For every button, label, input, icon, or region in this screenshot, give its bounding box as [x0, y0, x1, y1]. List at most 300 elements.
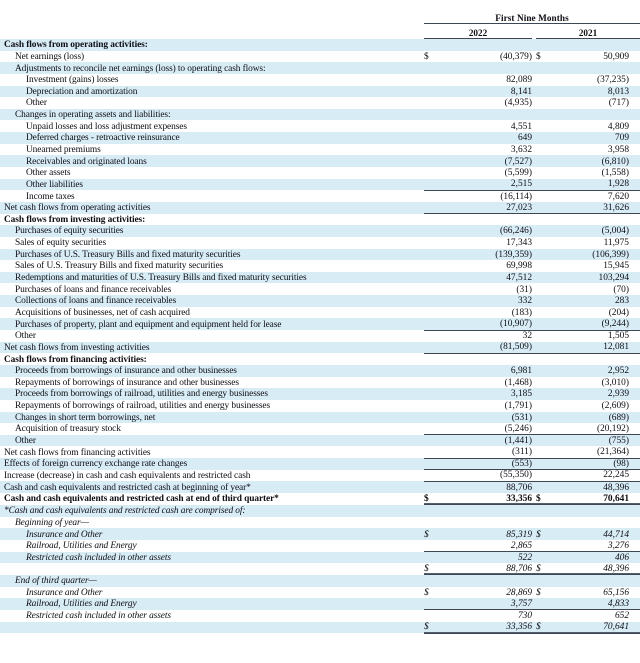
value-year-2: (20,192)	[556, 423, 640, 435]
table-row	[0, 470, 640, 482]
currency-symbol-1	[424, 318, 444, 330]
currency-symbol-2	[536, 225, 556, 237]
currency-symbol-2	[536, 505, 556, 517]
currency-symbol-1	[424, 272, 444, 284]
currency-symbol-1	[424, 517, 444, 529]
currency-symbol-1	[424, 132, 444, 144]
value-year-2: 7,620	[556, 190, 640, 202]
table-row	[0, 132, 640, 144]
currency-symbol-2	[536, 144, 556, 156]
value-year-2: (1,558)	[556, 167, 640, 179]
currency-symbol-1	[424, 214, 444, 226]
row-label: Effects of foreign currency exchange rate changes	[0, 458, 424, 470]
value-year-2	[556, 517, 640, 529]
table-row	[0, 412, 640, 424]
value-year-1	[444, 39, 532, 51]
value-year-2: (106,399)	[556, 249, 640, 261]
currency-symbol-2	[536, 109, 556, 121]
header-spacer	[0, 9, 424, 24]
value-year-1: 88,706	[444, 563, 532, 575]
row-label: Other assets	[0, 167, 424, 179]
row-label: Purchases of U.S. Treasury Bills and fixed maturity securities	[0, 249, 424, 261]
currency-symbol-2	[536, 412, 556, 424]
value-year-1: (1,468)	[444, 377, 532, 389]
value-year-1: 33,356	[444, 493, 532, 505]
table-row	[0, 517, 640, 529]
currency-symbol-1	[424, 435, 444, 447]
value-year-1: 649	[444, 132, 532, 144]
value-year-2: 8,013	[556, 86, 640, 98]
value-year-2: 1,928	[556, 179, 640, 191]
value-year-2: 48,396	[556, 563, 640, 575]
row-label: Restricted cash included in other assets	[0, 610, 424, 622]
value-year-1: 4,551	[444, 120, 532, 132]
table-row	[0, 330, 640, 342]
currency-symbol-1: $	[424, 493, 444, 505]
currency-symbol-2	[536, 283, 556, 295]
row-label: Proceeds from borrowings of insurance and other businesses	[0, 365, 424, 377]
value-year-2: 15,945	[556, 260, 640, 272]
currency-symbol-2	[536, 249, 556, 261]
row-label: Cash flows from operating activities:	[0, 39, 424, 51]
value-year-1	[444, 62, 532, 74]
table-row	[0, 120, 640, 132]
currency-symbol-2	[536, 353, 556, 365]
table-row	[0, 318, 640, 330]
currency-symbol-2	[536, 86, 556, 98]
value-year-2: 283	[556, 295, 640, 307]
table-row	[0, 493, 640, 505]
row-label: Acquisition of treasury stock	[0, 423, 424, 435]
currency-symbol-1	[424, 307, 444, 319]
value-year-2: (5,004)	[556, 225, 640, 237]
table-row	[0, 446, 640, 458]
value-year-2: (37,235)	[556, 74, 640, 86]
value-year-1: 3,757	[444, 598, 532, 610]
currency-symbol-1	[424, 179, 444, 191]
value-year-2: (755)	[556, 435, 640, 447]
currency-symbol-1	[424, 202, 444, 214]
currency-symbol-2: $	[536, 563, 556, 575]
value-year-1	[444, 517, 532, 529]
row-label: Railroad, Utilities and Energy	[0, 598, 424, 610]
currency-symbol-1	[424, 167, 444, 179]
table-row	[0, 39, 640, 51]
row-label: Changes in operating assets and liabilities:	[0, 109, 424, 121]
value-year-2: 4,809	[556, 120, 640, 132]
table-row	[0, 377, 640, 389]
value-year-2: 11,975	[556, 237, 640, 249]
value-year-1: 522	[444, 552, 532, 564]
value-year-1	[444, 575, 532, 587]
row-label: Receivables and originated loans	[0, 155, 424, 167]
table-row	[0, 97, 640, 109]
row-label: Increase (decrease) in cash and cash equivalents and restricted cash	[0, 470, 424, 482]
table-row	[0, 307, 640, 319]
currency-symbol-2	[536, 202, 556, 214]
value-year-1: (55,350)	[444, 470, 532, 482]
table-row	[0, 167, 640, 179]
currency-symbol-1	[424, 505, 444, 517]
value-year-1: (1,791)	[444, 400, 532, 412]
currency-symbol-1	[424, 74, 444, 86]
cash-flow-table	[0, 39, 640, 505]
currency-symbol-2	[536, 435, 556, 447]
table-row	[0, 505, 640, 517]
value-year-1: (10,907)	[444, 318, 532, 330]
table-row	[0, 283, 640, 295]
row-label: Cash and cash equivalents and restricted cash at end of third quarter*	[0, 493, 424, 505]
row-label: Redemptions and maturities of U.S. Treasury Bills and fixed maturity securities	[0, 272, 424, 284]
column-header-year-2: 2021	[536, 24, 640, 39]
value-year-1: 3,185	[444, 388, 532, 400]
table-row	[0, 353, 640, 365]
value-year-2: (2,609)	[556, 400, 640, 412]
currency-symbol-2	[536, 610, 556, 622]
value-year-1: (5,599)	[444, 167, 532, 179]
header-year-row	[0, 24, 640, 39]
currency-symbol-1	[424, 446, 444, 458]
currency-symbol-1	[424, 283, 444, 295]
table-row	[0, 109, 640, 121]
value-year-1: 47,512	[444, 272, 532, 284]
header-spacer-2	[0, 24, 424, 39]
value-year-1: 2,515	[444, 179, 532, 191]
footnote-table	[0, 505, 640, 634]
table-row	[0, 237, 640, 249]
value-year-1: 8,141	[444, 86, 532, 98]
currency-symbol-2	[536, 481, 556, 493]
currency-symbol-2	[536, 179, 556, 191]
page-top-margin	[0, 0, 640, 9]
value-year-2: (70)	[556, 283, 640, 295]
row-label: Railroad, Utilities and Energy	[0, 540, 424, 552]
currency-symbol-2	[536, 214, 556, 226]
value-year-1: (1,441)	[444, 435, 532, 447]
header-group-row	[0, 9, 640, 24]
value-year-2: 2,939	[556, 388, 640, 400]
currency-symbol-2	[536, 97, 556, 109]
row-label: Other	[0, 435, 424, 447]
value-year-1: (7,527)	[444, 155, 532, 167]
value-year-1	[444, 109, 532, 121]
value-year-2: (21,364)	[556, 446, 640, 458]
value-year-1: 32	[444, 330, 532, 342]
value-year-1: (183)	[444, 307, 532, 319]
currency-symbol-1	[424, 552, 444, 564]
currency-symbol-2	[536, 318, 556, 330]
currency-symbol-1	[424, 400, 444, 412]
value-year-1: (4,935)	[444, 97, 532, 109]
value-year-2: (717)	[556, 97, 640, 109]
currency-symbol-1	[424, 155, 444, 167]
currency-symbol-1	[424, 260, 444, 272]
currency-symbol-2	[536, 446, 556, 458]
currency-symbol-2	[536, 598, 556, 610]
currency-symbol-1	[424, 342, 444, 354]
currency-symbol-1	[424, 388, 444, 400]
currency-symbol-1	[424, 365, 444, 377]
value-year-1: (553)	[444, 458, 532, 470]
row-label: End of third quarter—	[0, 575, 424, 587]
value-year-1: 28,869	[444, 587, 532, 599]
row-label: Restricted cash included in other assets	[0, 552, 424, 564]
currency-symbol-1	[424, 120, 444, 132]
currency-symbol-2	[536, 260, 556, 272]
currency-symbol-2	[536, 377, 556, 389]
column-header-year-1: 2022	[424, 24, 532, 39]
value-year-2: (204)	[556, 307, 640, 319]
currency-symbol-1	[424, 377, 444, 389]
row-label: Net earnings (loss)	[0, 51, 424, 63]
value-year-1: 332	[444, 295, 532, 307]
row-label: Net cash flows from financing activities	[0, 446, 424, 458]
value-year-1	[444, 353, 532, 365]
currency-symbol-1: $	[424, 51, 444, 63]
row-label: Beginning of year—	[0, 517, 424, 529]
currency-symbol-2	[536, 342, 556, 354]
table-row	[0, 179, 640, 191]
row-label: Acquisitions of businesses, net of cash acquired	[0, 307, 424, 319]
row-label: Insurance and Other	[0, 528, 424, 540]
value-year-2: 652	[556, 610, 640, 622]
currency-symbol-2	[536, 307, 556, 319]
currency-symbol-2	[536, 272, 556, 284]
currency-symbol-1	[424, 97, 444, 109]
currency-symbol-2	[536, 388, 556, 400]
row-label: Insurance and Other	[0, 587, 424, 599]
currency-symbol-1: $	[424, 622, 444, 634]
currency-symbol-2	[536, 423, 556, 435]
currency-symbol-2: $	[536, 587, 556, 599]
currency-symbol-1	[424, 575, 444, 587]
table-row	[0, 610, 640, 622]
currency-symbol-1	[424, 412, 444, 424]
currency-symbol-2	[536, 330, 556, 342]
row-label: Proceeds from borrowings of railroad, utilities and energy businesses	[0, 388, 424, 400]
value-year-2: (9,244)	[556, 318, 640, 330]
currency-symbol-2	[536, 39, 556, 51]
value-year-2	[556, 575, 640, 587]
value-year-2	[556, 214, 640, 226]
value-year-2	[556, 39, 640, 51]
row-label: Purchases of equity securities	[0, 225, 424, 237]
currency-symbol-2	[536, 552, 556, 564]
row-label: Purchases of property, plant and equipment and equipment held for lease	[0, 318, 424, 330]
currency-symbol-2	[536, 575, 556, 587]
currency-symbol-1	[424, 423, 444, 435]
table-row	[0, 423, 640, 435]
value-year-2: 3,276	[556, 540, 640, 552]
value-year-2: 103,294	[556, 272, 640, 284]
value-year-1	[444, 214, 532, 226]
value-year-1: (81,509)	[444, 342, 532, 354]
value-year-2: (6,810)	[556, 155, 640, 167]
value-year-1: (16,114)	[444, 190, 532, 202]
row-label: Changes in short term borrowings, net	[0, 412, 424, 424]
row-label: Cash flows from financing activities:	[0, 353, 424, 365]
footnote-total-row	[0, 563, 640, 575]
value-year-2: 70,641	[556, 622, 640, 634]
row-label: Depreciation and amortization	[0, 86, 424, 98]
currency-symbol-1	[424, 39, 444, 51]
currency-symbol-1	[424, 62, 444, 74]
value-year-1: 17,343	[444, 237, 532, 249]
value-year-1: 6,981	[444, 365, 532, 377]
currency-symbol-1: $	[424, 587, 444, 599]
value-year-1	[444, 505, 532, 517]
value-year-2: 44,714	[556, 528, 640, 540]
value-year-2: 22,245	[556, 470, 640, 482]
currency-symbol-1: $	[424, 528, 444, 540]
value-year-1: 3,632	[444, 144, 532, 156]
currency-symbol-2	[536, 74, 556, 86]
row-label: Sales of equity securities	[0, 237, 424, 249]
footnote-total-row	[0, 622, 640, 634]
value-year-2	[556, 62, 640, 74]
currency-symbol-2: $	[536, 528, 556, 540]
row-label: Adjustments to reconcile net earnings (loss) to operating cash flows:	[0, 62, 424, 74]
currency-symbol-1	[424, 225, 444, 237]
currency-symbol-2	[536, 517, 556, 529]
value-year-1: 27,023	[444, 202, 532, 214]
currency-symbol-2	[536, 540, 556, 552]
currency-symbol-2	[536, 62, 556, 74]
currency-symbol-1	[424, 481, 444, 493]
currency-symbol-2: $	[536, 493, 556, 505]
table-row	[0, 528, 640, 540]
value-year-2: 70,641	[556, 493, 640, 505]
row-label: Repayments of borrowings of insurance and other businesses	[0, 377, 424, 389]
currency-symbol-1	[424, 109, 444, 121]
table-column-headers	[0, 9, 640, 39]
row-label: Other	[0, 330, 424, 342]
table-row	[0, 458, 640, 470]
value-year-1: (31)	[444, 283, 532, 295]
table-row	[0, 51, 640, 63]
currency-symbol-2	[536, 295, 556, 307]
currency-symbol-2	[536, 120, 556, 132]
row-label: Net cash flows from investing activities	[0, 342, 424, 354]
row-label	[0, 563, 424, 575]
table-row	[0, 481, 640, 493]
currency-symbol-2	[536, 470, 556, 482]
value-year-2: 48,396	[556, 481, 640, 493]
currency-symbol-1	[424, 610, 444, 622]
value-year-2: 406	[556, 552, 640, 564]
column-group-header: First Nine Months	[424, 9, 640, 24]
value-year-2: 12,081	[556, 342, 640, 354]
row-label: *Cash and cash equivalents and restricted cash are comprised of:	[0, 505, 424, 517]
value-year-2: 31,626	[556, 202, 640, 214]
table-row	[0, 295, 640, 307]
table-row	[0, 540, 640, 552]
currency-symbol-1	[424, 86, 444, 98]
value-year-2: (98)	[556, 458, 640, 470]
value-year-2	[556, 505, 640, 517]
value-year-1: (66,246)	[444, 225, 532, 237]
row-label: Sales of U.S. Treasury Bills and fixed maturity securities	[0, 260, 424, 272]
currency-symbol-2	[536, 167, 556, 179]
row-label: Income taxes	[0, 190, 424, 202]
currency-symbol-2	[536, 365, 556, 377]
value-year-2: 65,156	[556, 587, 640, 599]
currency-symbol-1	[424, 540, 444, 552]
table-row	[0, 260, 640, 272]
value-year-2: 1,505	[556, 330, 640, 342]
currency-symbol-1	[424, 470, 444, 482]
table-row	[0, 190, 640, 202]
table-row	[0, 202, 640, 214]
value-year-2	[556, 353, 640, 365]
table-row	[0, 225, 640, 237]
row-label: Other	[0, 97, 424, 109]
value-year-1: 33,356	[444, 622, 532, 634]
value-year-2: (3,010)	[556, 377, 640, 389]
currency-symbol-1	[424, 249, 444, 261]
value-year-1: 85,319	[444, 528, 532, 540]
currency-symbol-1	[424, 598, 444, 610]
currency-symbol-2: $	[536, 51, 556, 63]
value-year-1: (5,246)	[444, 423, 532, 435]
row-label: Purchases of loans and finance receivables	[0, 283, 424, 295]
table-row	[0, 62, 640, 74]
row-label	[0, 622, 424, 634]
currency-symbol-1	[424, 353, 444, 365]
value-year-1: (531)	[444, 412, 532, 424]
table-row	[0, 435, 640, 447]
table-row	[0, 86, 640, 98]
table-row	[0, 342, 640, 354]
table-row	[0, 144, 640, 156]
row-label: Collections of loans and finance receivables	[0, 295, 424, 307]
row-label: Investment (gains) losses	[0, 74, 424, 86]
table-row	[0, 587, 640, 599]
table-row	[0, 575, 640, 587]
table-row	[0, 214, 640, 226]
table-row	[0, 155, 640, 167]
value-year-1: 82,089	[444, 74, 532, 86]
row-label: Unpaid losses and loss adjustment expenses	[0, 120, 424, 132]
value-year-1: (139,359)	[444, 249, 532, 261]
currency-symbol-1: $	[424, 563, 444, 575]
value-year-1: (311)	[444, 446, 532, 458]
value-year-1: 2,865	[444, 540, 532, 552]
table-row	[0, 74, 640, 86]
currency-symbol-2	[536, 190, 556, 202]
currency-symbol-2	[536, 458, 556, 470]
value-year-1: 730	[444, 610, 532, 622]
currency-symbol-2	[536, 132, 556, 144]
value-year-2: 4,833	[556, 598, 640, 610]
table-row	[0, 598, 640, 610]
value-year-2: 709	[556, 132, 640, 144]
table-row	[0, 388, 640, 400]
row-label: Cash and cash equivalents and restricted cash at beginning of year*	[0, 481, 424, 493]
currency-symbol-2	[536, 400, 556, 412]
row-label: Cash flows from investing activities:	[0, 214, 424, 226]
row-label: Deferred charges - retroactive reinsurance	[0, 132, 424, 144]
value-year-2	[556, 109, 640, 121]
currency-symbol-1	[424, 190, 444, 202]
table-row	[0, 249, 640, 261]
value-year-2: 2,952	[556, 365, 640, 377]
currency-symbol-1	[424, 144, 444, 156]
row-label: Other liabilities	[0, 179, 424, 191]
value-year-2: (689)	[556, 412, 640, 424]
row-label: Unearned premiums	[0, 144, 424, 156]
currency-symbol-2: $	[536, 622, 556, 634]
